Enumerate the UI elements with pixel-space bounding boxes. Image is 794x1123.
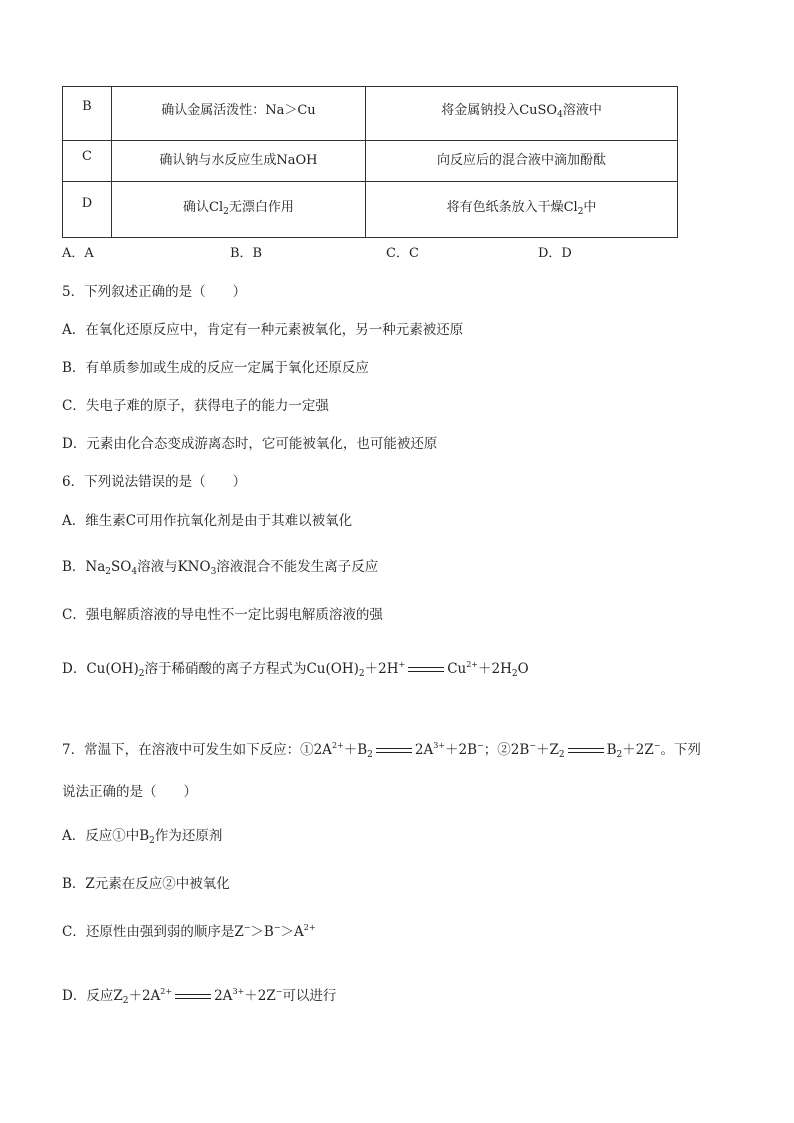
q4-option-b: B．B xyxy=(230,246,263,261)
q5-stem: 5．下列叙述正确的是（ ） xyxy=(62,284,247,300)
equals-sign-icon xyxy=(568,746,604,756)
q4-option-a: A．A xyxy=(62,246,94,261)
q6-option-d: D．$Cu(OH)_2$溶于稀硝酸的离子方程式为$Cu(OH)_2+2H^+$ $Cu^{2+}+2H_2O$ xyxy=(62,660,529,679)
equals-sign-icon xyxy=(408,665,444,675)
table-row xyxy=(63,182,678,238)
q6-option-b: B．$Na_2SO_4$溶液与$KNO_3$溶液混合不能发生离子反应 xyxy=(62,559,379,577)
q7-option-c: C．还原性由强到弱的顺序是$Z^->B^->A^{2+}$ xyxy=(62,923,316,940)
q4-option-c: C．C xyxy=(386,246,419,261)
purpose-cell: 确认金属活泼性：Na＞Cu xyxy=(111,87,365,141)
q7-option-d: D．反应$Z_2+2A^{2+}$ $2A^{3+}+2Z^-$可以进行 xyxy=(62,987,337,1006)
q5-option-b: B．有单质参加或生成的反应一定属于氧化还原反应 xyxy=(62,360,369,376)
method-cell: 将金属钠投入CuSO$_4$溶液中 xyxy=(366,87,678,141)
row-label-cell: D xyxy=(63,182,112,238)
purpose-cell: 确认$Cl_2$无漂白作用 xyxy=(111,182,365,238)
table-row xyxy=(63,87,678,141)
q6-option-c: C．强电解质溶液的导电性不一定比弱电解质溶液的强 xyxy=(62,607,383,623)
q5-option-d: D．元素由化合态变成游离态时，它可能被氧化，也可能被还原 xyxy=(62,436,438,452)
q7-option-a: A．反应①中$B_2$作为还原剂 xyxy=(62,828,223,846)
q5-option-c: C．失电子难的原子，获得电子的能力一定强 xyxy=(62,398,329,414)
row-label-cell: C xyxy=(63,141,112,182)
q4-option-d: D．D xyxy=(538,246,572,261)
q6-stem: 6．下列说法错误的是（ ） xyxy=(62,474,247,490)
method-cell: 向反应后的混合液中滴加酚酞 xyxy=(366,141,678,182)
equals-sign-icon xyxy=(376,746,412,756)
q4-options xyxy=(62,242,682,262)
equals-sign-icon xyxy=(175,992,211,1002)
row-label-cell: B xyxy=(63,87,112,141)
q5-option-a: A．在氧化还原反应中，肯定有一种元素被氧化，另一种元素被还原 xyxy=(62,322,464,338)
q7-option-b: B．Z元素在反应②中被氧化 xyxy=(62,876,230,892)
experiment-table xyxy=(62,86,678,238)
method-cell: 将有色纸条放入干燥$Cl_2$中 xyxy=(366,182,678,238)
q7-stem-line2: 说法正确的是（ ） xyxy=(62,784,197,800)
table-row xyxy=(63,141,678,182)
q6-option-a: A．维生素C可用作抗氧化剂是由于其难以被氧化 xyxy=(62,513,353,529)
purpose-cell: 确认钠与水反应生成NaOH xyxy=(111,141,365,182)
q7-stem-line1: 7．常温下，在溶液中可发生如下反应：$①2A^{2+}+B_2$ $2A^{3+}+2B^-$；$②2B^-+Z_2$ $B_2+2Z^-$。下列 xyxy=(62,741,701,760)
